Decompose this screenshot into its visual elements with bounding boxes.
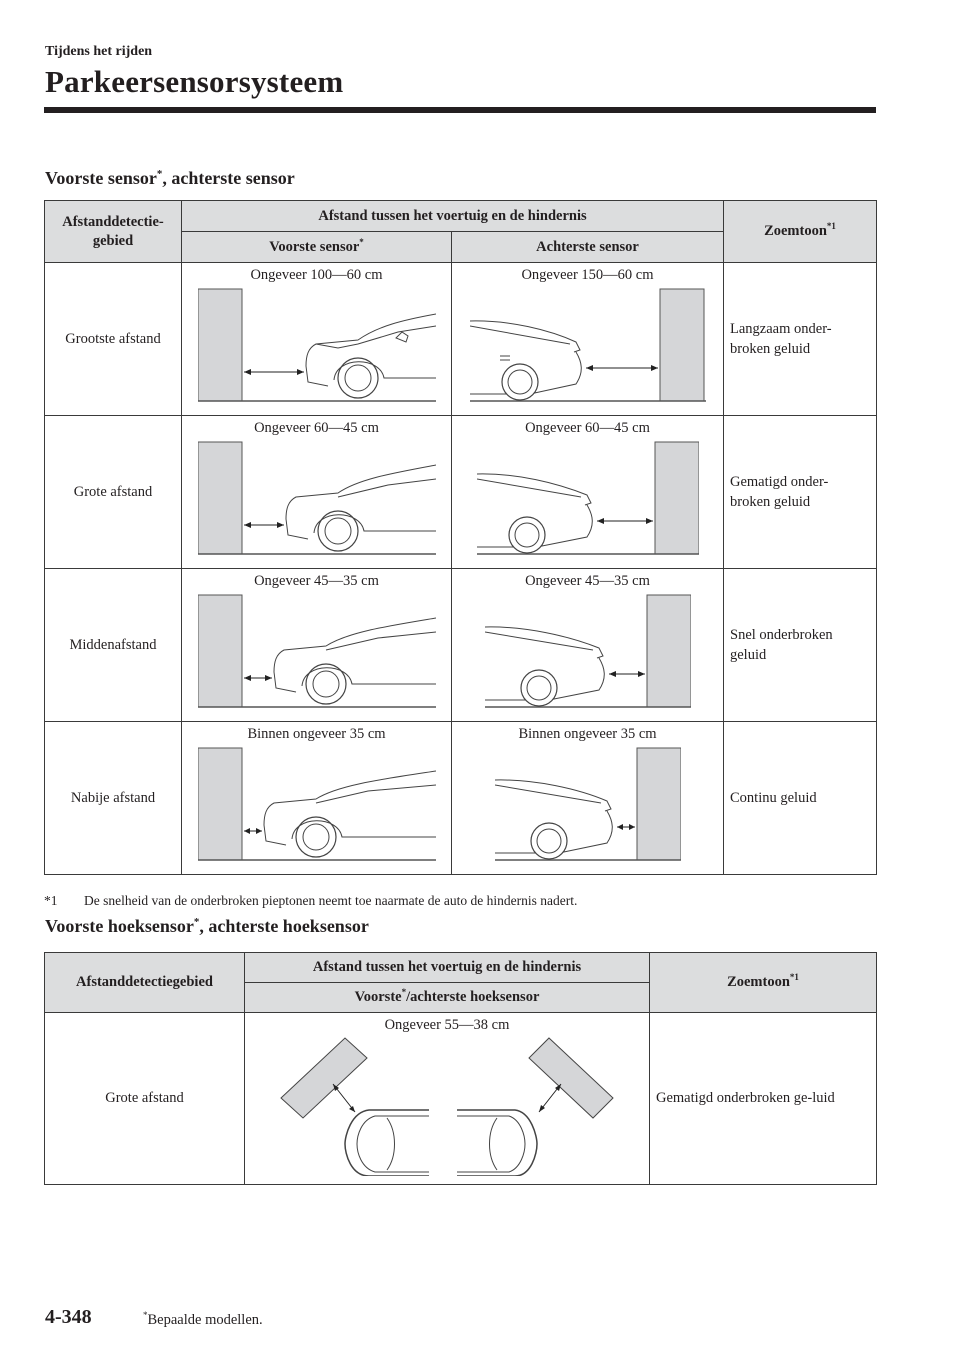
range-label: Ongeveer 55—38 cm bbox=[384, 1017, 510, 1033]
column-header-rear: Achterste sensor bbox=[452, 232, 724, 263]
footnote-text: De snelheid van de onderbroken pieptonen neemt toe naarmate de auto de hindernis nadert. bbox=[84, 893, 578, 908]
column-header-distance: Afstand tussen het voertuig en de hindernis bbox=[182, 201, 724, 232]
column-header-front bbox=[182, 232, 452, 263]
footer-note bbox=[143, 1310, 263, 1329]
rear-car-illustration bbox=[470, 286, 706, 404]
front-car-icon bbox=[198, 439, 436, 557]
section-heading-corner bbox=[45, 916, 369, 937]
table-row bbox=[45, 416, 877, 569]
range-label: Ongeveer 45—35 cm bbox=[254, 573, 379, 589]
asterisk: * bbox=[156, 168, 163, 180]
footnote-ref: *1 bbox=[789, 972, 799, 983]
tone-cell: Continu geluid bbox=[724, 722, 877, 875]
heading-text: Voorste hoeksensor bbox=[45, 916, 194, 936]
footnote-ref: *1 bbox=[826, 221, 836, 232]
sensor-label: /achterste hoeksensor bbox=[406, 989, 540, 1006]
asterisk: * bbox=[359, 236, 364, 247]
corner-car-illustration bbox=[279, 1036, 615, 1176]
tone-cell: Langzaam onder-broken geluid bbox=[724, 263, 877, 416]
sensor-label: Voorste bbox=[354, 989, 402, 1006]
front-car-icon bbox=[198, 745, 436, 863]
front-figure-cell bbox=[182, 569, 452, 722]
rear-car-illustration bbox=[495, 745, 681, 863]
front-car-illustration bbox=[198, 286, 436, 404]
table-row bbox=[45, 722, 877, 875]
column-header-corner-sensor bbox=[245, 983, 650, 1013]
range-label: Ongeveer 60—45 cm bbox=[254, 420, 379, 436]
heading-text: , achterste hoeksensor bbox=[199, 916, 369, 936]
front-car-icon bbox=[198, 286, 436, 404]
column-header-area: Afstanddetectie-gebied bbox=[45, 201, 182, 263]
front-rear-sensor-table bbox=[44, 200, 877, 875]
front-car-illustration bbox=[198, 439, 436, 557]
rear-figure-cell bbox=[452, 263, 724, 416]
range-label: Binnen ongeveer 35 cm bbox=[247, 726, 386, 742]
front-car-illustration bbox=[198, 592, 436, 710]
asterisk: * bbox=[193, 916, 200, 928]
front-car-icon bbox=[198, 592, 436, 710]
table-row bbox=[45, 263, 877, 416]
tone-cell: Gematigd onderbroken ge-luid bbox=[650, 1013, 877, 1185]
table-row bbox=[45, 569, 877, 722]
rear-car-illustration bbox=[477, 439, 699, 557]
rear-car-icon bbox=[477, 439, 699, 557]
rear-figure-cell bbox=[452, 569, 724, 722]
column-header-distance: Afstand tussen het voertuig en de hindernis bbox=[245, 953, 650, 983]
rear-car-icon bbox=[485, 592, 691, 710]
corner-figure-cell bbox=[245, 1013, 650, 1185]
area-cell: Middenafstand bbox=[45, 569, 182, 722]
front-figure-cell bbox=[182, 263, 452, 416]
rear-car-illustration bbox=[485, 592, 691, 710]
tone-cell: Gematigd onder-broken geluid bbox=[724, 416, 877, 569]
front-label: Voorste sensor bbox=[269, 238, 360, 255]
footnote-mark: *1 bbox=[44, 893, 58, 908]
rear-figure-cell bbox=[452, 722, 724, 875]
area-cell: Nabije afstand bbox=[45, 722, 182, 875]
rear-car-icon bbox=[495, 745, 681, 863]
rear-figure-cell bbox=[452, 416, 724, 569]
heading-text: , achterste sensor bbox=[162, 168, 295, 188]
range-label: Ongeveer 150—60 cm bbox=[521, 267, 654, 283]
footnote bbox=[44, 893, 577, 909]
asterisk: * bbox=[143, 1310, 148, 1320]
footer-note-text: Bepaalde modellen. bbox=[147, 1311, 263, 1328]
area-cell: Grote afstand bbox=[45, 416, 182, 569]
tone-cell: Snel onderbroken geluid bbox=[724, 569, 877, 722]
tone-label: Zoemtoon bbox=[764, 223, 827, 240]
area-cell: Grootste afstand bbox=[45, 263, 182, 416]
front-car-illustration bbox=[198, 745, 436, 863]
asterisk: * bbox=[401, 987, 407, 998]
rear-car-icon bbox=[470, 286, 706, 404]
front-figure-cell bbox=[182, 722, 452, 875]
heading-text: Voorste sensor bbox=[45, 168, 157, 188]
corner-sensor-table bbox=[44, 952, 877, 1185]
range-label: Ongeveer 100—60 cm bbox=[250, 267, 383, 283]
page-number: 4-348 bbox=[45, 1306, 92, 1328]
range-label: Binnen ongeveer 35 cm bbox=[518, 726, 657, 742]
title-rule bbox=[44, 107, 876, 113]
range-label: Ongeveer 45—35 cm bbox=[525, 573, 650, 589]
running-head: Tijdens het rijden bbox=[45, 44, 153, 59]
top-view-car-icon bbox=[279, 1036, 615, 1176]
table-row bbox=[45, 1013, 877, 1185]
page-title: Parkeersensorsysteem bbox=[45, 64, 344, 99]
tone-label: Zoemtoon bbox=[727, 974, 790, 991]
column-header-area: Afstanddetectiegebied bbox=[45, 953, 245, 1013]
column-header-tone bbox=[650, 953, 877, 1013]
column-header-tone bbox=[724, 201, 877, 263]
range-label: Ongeveer 60—45 cm bbox=[525, 420, 650, 436]
front-figure-cell bbox=[182, 416, 452, 569]
section-heading-front-rear bbox=[45, 168, 295, 189]
area-cell: Grote afstand bbox=[45, 1013, 245, 1185]
